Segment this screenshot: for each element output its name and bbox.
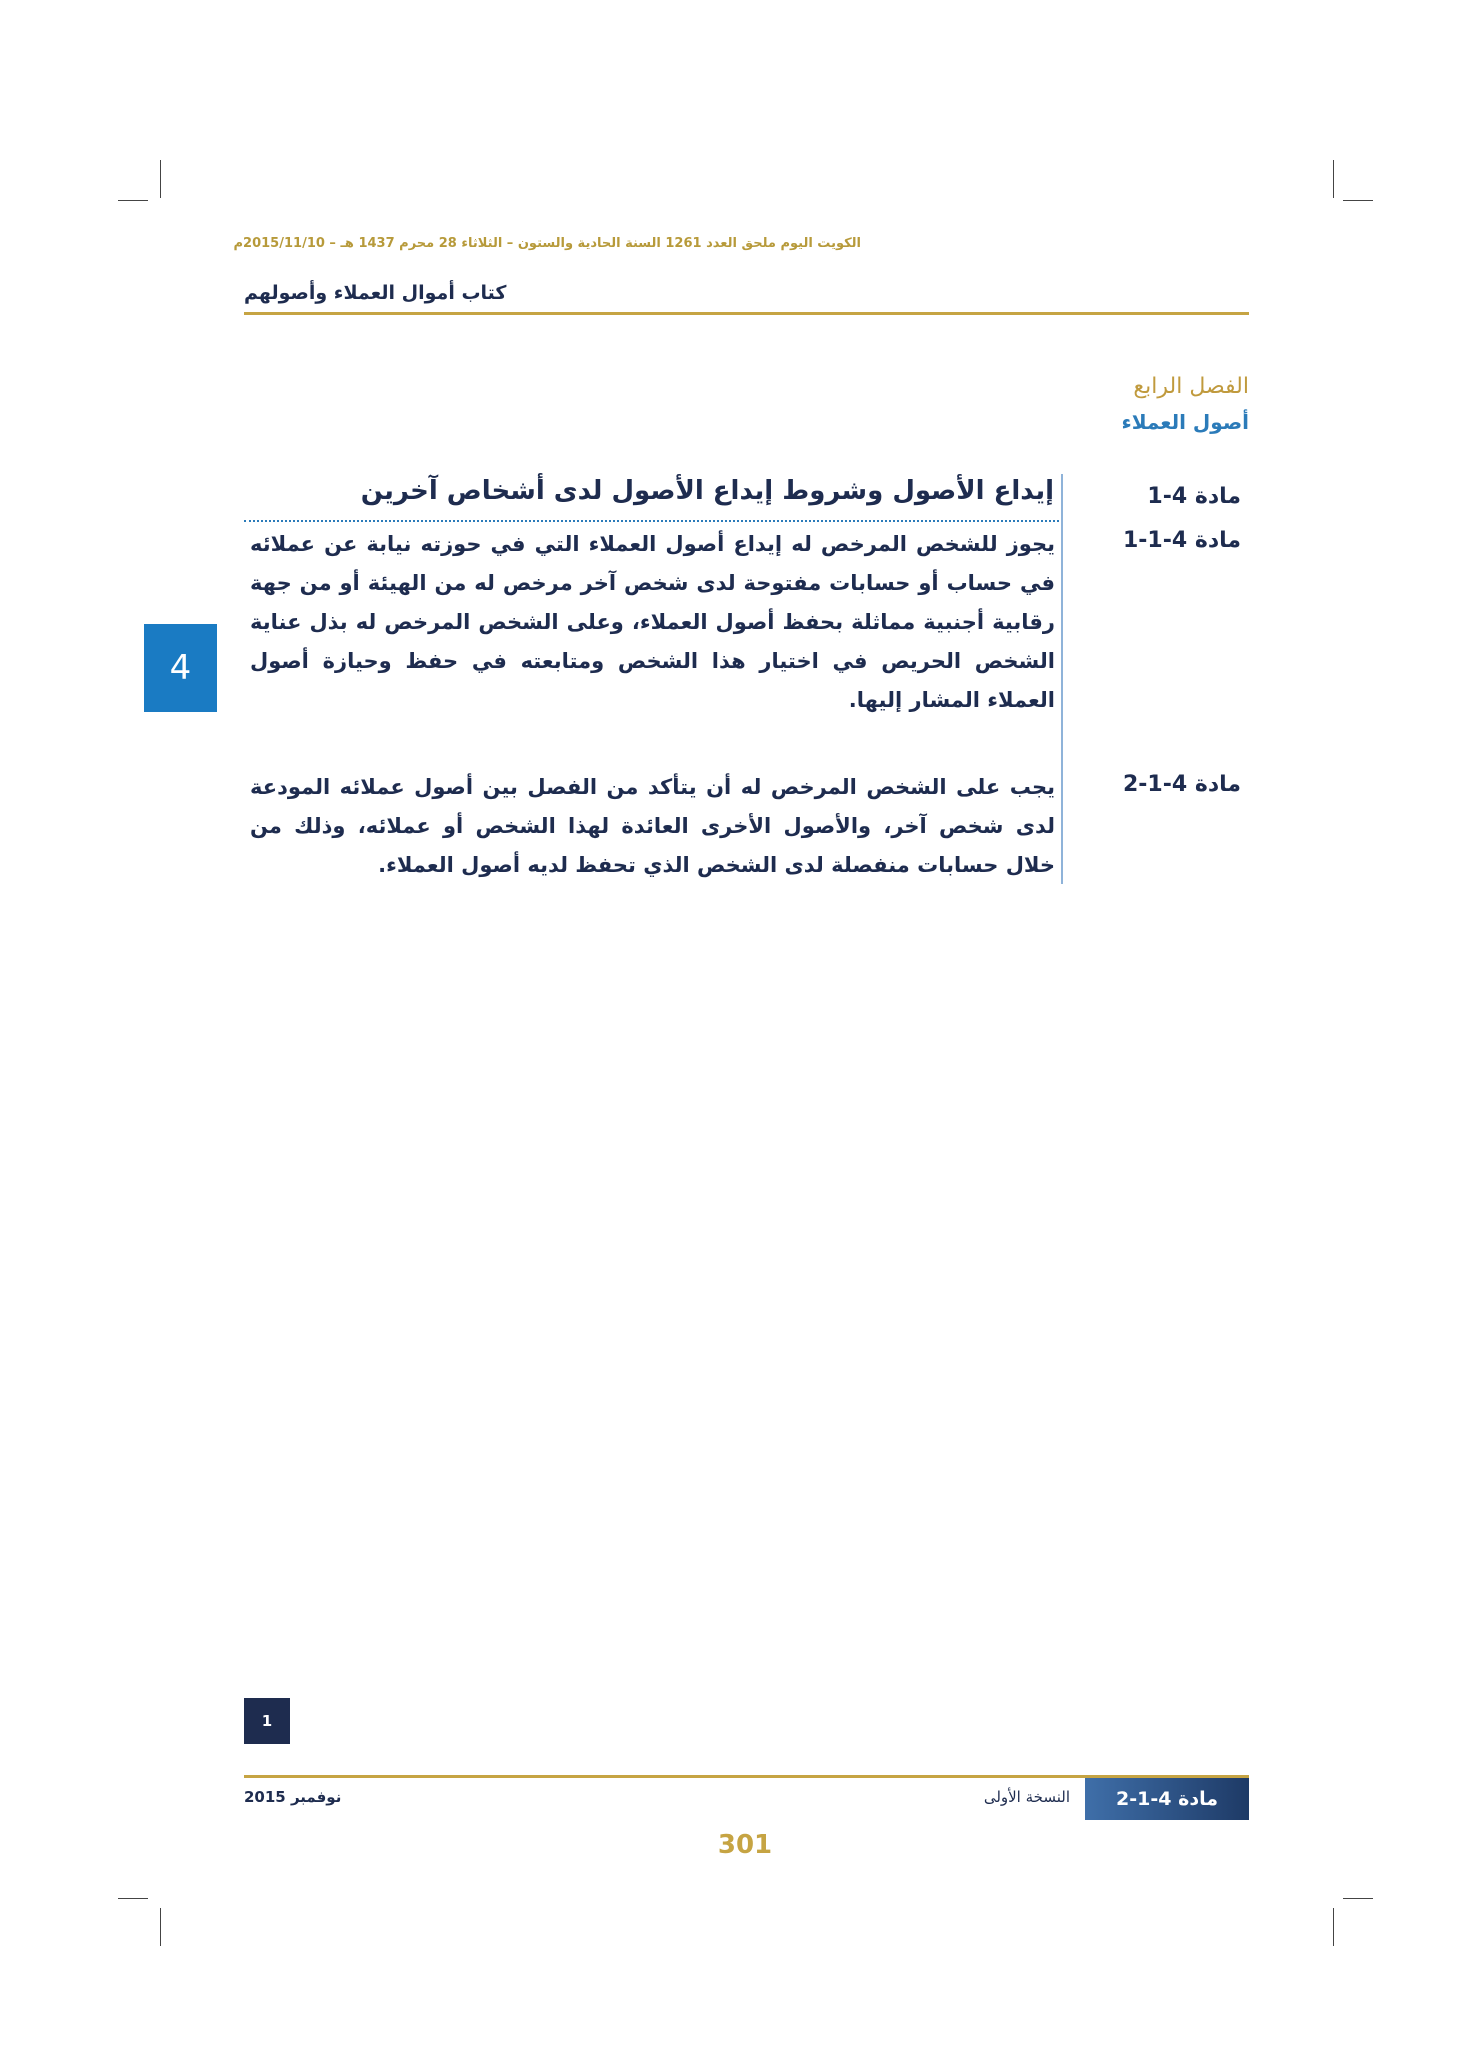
gazette-masthead: الكويت اليوم ملحق العدد 1261 السنة الحادية والستون – الثلاثاء 28 محرم 1437 هـ – 2015/11/10م	[233, 236, 861, 251]
header-rule	[244, 312, 1249, 315]
column-divider	[1061, 474, 1063, 884]
footer-date: نوفمبر 2015	[244, 1788, 342, 1806]
article-heading: إيداع الأصول وشروط إيداع الأصول لدى أشخاص آخرين	[360, 476, 1054, 506]
heading-divider	[244, 520, 1059, 522]
chapter-title: أصول العملاء	[1121, 410, 1249, 434]
article-number: مادة 4-1	[1147, 484, 1241, 509]
article-number: مادة 4-1-1	[1122, 528, 1241, 553]
page-number: 301	[717, 1830, 773, 1860]
chapter-tab: 4	[144, 624, 217, 712]
crop-mark	[118, 200, 148, 201]
article-number: مادة 4-1-2	[1122, 772, 1241, 797]
book-title: كتاب أموال العملاء وأصولهم	[244, 282, 507, 304]
crop-mark	[1333, 160, 1334, 198]
crop-mark	[118, 1898, 148, 1899]
crop-mark	[160, 1908, 161, 1946]
footer-article-tab: مادة 4-1-2	[1085, 1778, 1249, 1820]
crop-mark	[1333, 1908, 1334, 1946]
chapter-label: الفصل الرابع	[1133, 374, 1249, 399]
page-marker: 1	[244, 1698, 290, 1744]
crop-mark	[1343, 1898, 1373, 1899]
crop-mark	[160, 160, 161, 198]
footer-edition: النسخة الأولى	[983, 1788, 1070, 1806]
article-text: يجوز للشخص المرخص له إيداع أصول العملاء التي في حوزته نيابة عن عملائه في حساب أو حسابات مفتوحة لدى شخص آخر مرخص له من الهيئة أو من جهة رقابية أجنبية مماثلة بحفظ أصول العملاء، وعلى الشخص المرخص له بذل عناية الشخص الحريص في اختيار هذا الشخص ومتابعته في حفظ وحيازة أصول العملاء المشار إليها.	[250, 532, 1055, 712]
crop-mark	[1343, 200, 1373, 201]
article-text: يجب على الشخص المرخص له أن يتأكد من الفصل بين أصول عملائه المودعة لدى شخص آخر، والأصول الأخرى العائدة لهذا الشخص أو عملائه، وذلك من خلال حسابات منفصلة لدى الشخص الذي تحفظ لديه أصول العملاء.	[250, 775, 1055, 877]
